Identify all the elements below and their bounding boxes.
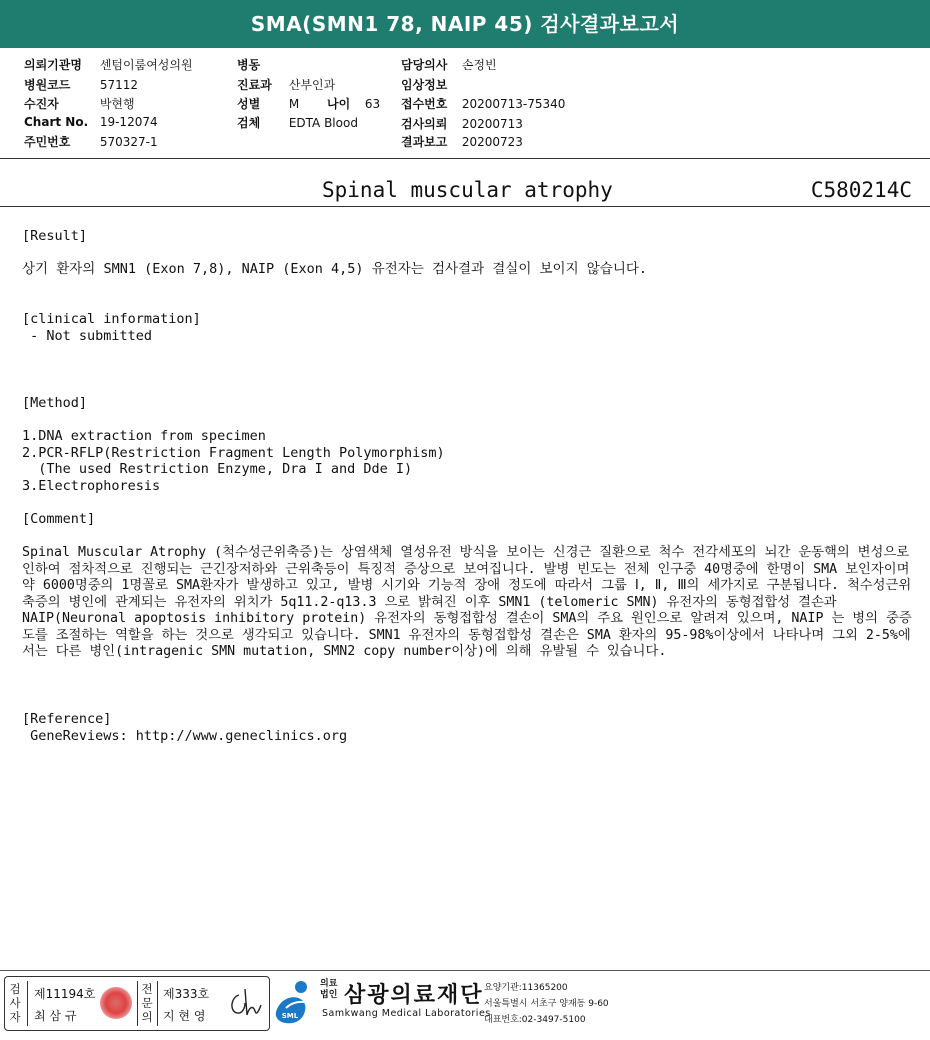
reference-text: GeneReviews: http://www.geneclinics.org xyxy=(22,728,348,744)
info-value: 박현행 xyxy=(99,97,135,111)
sml-badge-text: SML xyxy=(281,1012,299,1020)
info-value: 20200713-75340 xyxy=(461,97,566,111)
logo-english-name: Samkwang Medical Laboratories xyxy=(322,1008,491,1019)
info-row xyxy=(24,76,138,93)
logo-prefix-line: 법인 xyxy=(320,990,338,1000)
info-value: 센텀이룸여성의원 xyxy=(99,58,193,72)
info-label: 성별 xyxy=(237,97,261,111)
info-row xyxy=(401,56,497,73)
logo-prefix-line: 의료 xyxy=(320,979,338,989)
comment-heading: [Comment] xyxy=(22,511,96,527)
section-title: Spinal muscular atrophy xyxy=(322,178,613,202)
info-label: 검사의뢰 xyxy=(401,117,448,131)
logo-brand-name: 삼광의료재단 xyxy=(344,983,484,1008)
info-row xyxy=(24,115,158,129)
clinical-heading: [clinical information] xyxy=(22,311,201,327)
lab-contact xyxy=(484,980,609,1028)
result-text: 상기 환자의 SMN1 (Exon 7,8), NAIP (Exon 4,5) 유전자는 검사결과 결실이 보이지 않습니다. xyxy=(22,261,648,277)
info-label: 진료과 xyxy=(237,78,272,92)
info-label: 주민번호 xyxy=(24,135,71,149)
info-value: 20200723 xyxy=(461,135,523,149)
info-row xyxy=(237,76,335,93)
info-label: 임상정보 xyxy=(401,78,448,92)
method-line: 3.Electrophoresis xyxy=(22,478,161,494)
info-row xyxy=(24,95,135,112)
section-header xyxy=(0,174,930,206)
method-line: 2.PCR-RFLP(Restriction Fragment Length Polymorphism) xyxy=(22,445,445,461)
method-heading: [Method] xyxy=(22,395,88,411)
signature-box xyxy=(4,976,270,1031)
info-label: 의뢰기관명 xyxy=(24,58,82,72)
info-value: 57112 xyxy=(99,78,139,92)
divider xyxy=(157,981,158,1026)
specialist-number: 제333호 xyxy=(163,987,210,1001)
result-heading: [Result] xyxy=(22,228,88,244)
footer-divider xyxy=(0,970,930,971)
divider xyxy=(27,981,28,1026)
lab-code: 요양기관:11365200 xyxy=(484,983,568,993)
info-label: 병동 xyxy=(237,58,261,72)
info-row-age xyxy=(327,95,380,112)
sml-logo-icon xyxy=(272,978,320,1028)
info-value: EDTA Blood xyxy=(288,116,358,130)
info-row xyxy=(401,133,523,150)
specialist-label: 전문의 xyxy=(141,982,153,1024)
seal-stamp-icon xyxy=(100,987,132,1019)
info-row xyxy=(237,56,289,73)
lab-address: 서울특별시 서초구 양재동 9-60 xyxy=(484,999,609,1009)
divider xyxy=(137,981,138,1026)
sml-logo xyxy=(272,976,612,1032)
patient-info xyxy=(0,48,930,158)
info-row xyxy=(237,114,358,131)
info-label: 접수번호 xyxy=(401,97,448,111)
info-row xyxy=(401,115,523,132)
method-line: (The used Restriction Enzyme, Dra I and Dde I) xyxy=(22,461,413,477)
info-label: 수진자 xyxy=(24,97,59,111)
info-label: 검체 xyxy=(237,116,261,130)
signature-icon xyxy=(225,985,265,1021)
logo-prefix xyxy=(320,979,337,1001)
test-code: C580214C xyxy=(810,178,912,202)
info-value: 63 xyxy=(364,97,381,111)
info-value: 20200713 xyxy=(461,117,523,131)
info-row xyxy=(24,56,193,73)
comment-text: Spinal Muscular Atrophy (척수성근위축증)는 상염색체 열성유전 방식을 보이는 신경근 질환으로 척수 전각세포의 뇌간 운동핵의 변성으로 인하여 점차적으로 진행되는 근긴장저하와 근위축등이 특징적 증상으로 보여집니다. 발병 빈도는 전체 인구중 40명중에 한명이 SMA 보인자이며 약 6000명중의 1명꼴로 SMA환자가 발생하고 있고, 발병 시기와 기능적 장애 정도에 따라서 그룹 Ⅰ, Ⅱ, Ⅲ의 세가지로 구분됩니다. 척수성근위축증의 병인에 관계되는 유전자의 위치가 5q11.2-q13.3 으로 밝혀진 이후 SMN1 (telomeric SMN) 유전자의 동형접합성 결손과 NAIP(Neuronal apoptosis inhibitory protein) 유전자의 동형접합성 결손이 SMA의 주요 원인으로 알려져 있으며, NAIP 는 병의 중증도를 조절하는 역할을 하는 것으로 생각되고 있습니다. SMN1 유전자의 동형접합성 결손은 SMA 환자의 95-98%이상에서 나타나며 그외 2-5%에서는 다른 병인(intragenic SMN mutation, SMN2 copy number이상)에 의해 유발될 수 있습니다. xyxy=(22,545,912,659)
info-row xyxy=(24,133,158,150)
info-label: 담당의사 xyxy=(401,58,448,72)
info-row xyxy=(237,95,299,112)
specialist-name: 지 현 영 xyxy=(163,1009,206,1023)
info-label: Chart No. xyxy=(24,115,89,129)
info-label: 결과보고 xyxy=(401,135,448,149)
info-value: 570327-1 xyxy=(99,135,158,149)
inspector-name: 최 삼 규 xyxy=(34,1009,77,1023)
inspector-label: 검사자 xyxy=(9,982,21,1024)
info-value: 산부인과 xyxy=(288,78,336,92)
method-line: 1.DNA extraction from specimen xyxy=(22,428,266,444)
divider xyxy=(0,206,930,207)
info-value: 손정빈 xyxy=(461,58,497,72)
info-value: M xyxy=(288,97,300,111)
info-row xyxy=(401,95,565,112)
info-value: 19-12074 xyxy=(99,115,158,129)
info-label: 병원코드 xyxy=(24,78,71,92)
info-row xyxy=(401,76,462,93)
report-title: SMA(SMN1 78, NAIP 45) 검사결과보고서 xyxy=(0,0,930,48)
clinical-text: - Not submitted xyxy=(22,328,153,344)
info-label: 나이 xyxy=(327,97,351,111)
inspector-number: 제11194호 xyxy=(34,987,96,1001)
reference-heading: [Reference] xyxy=(22,711,112,727)
lab-phone: 대표번호:02-3497-5100 xyxy=(484,1015,586,1025)
divider xyxy=(0,158,930,159)
